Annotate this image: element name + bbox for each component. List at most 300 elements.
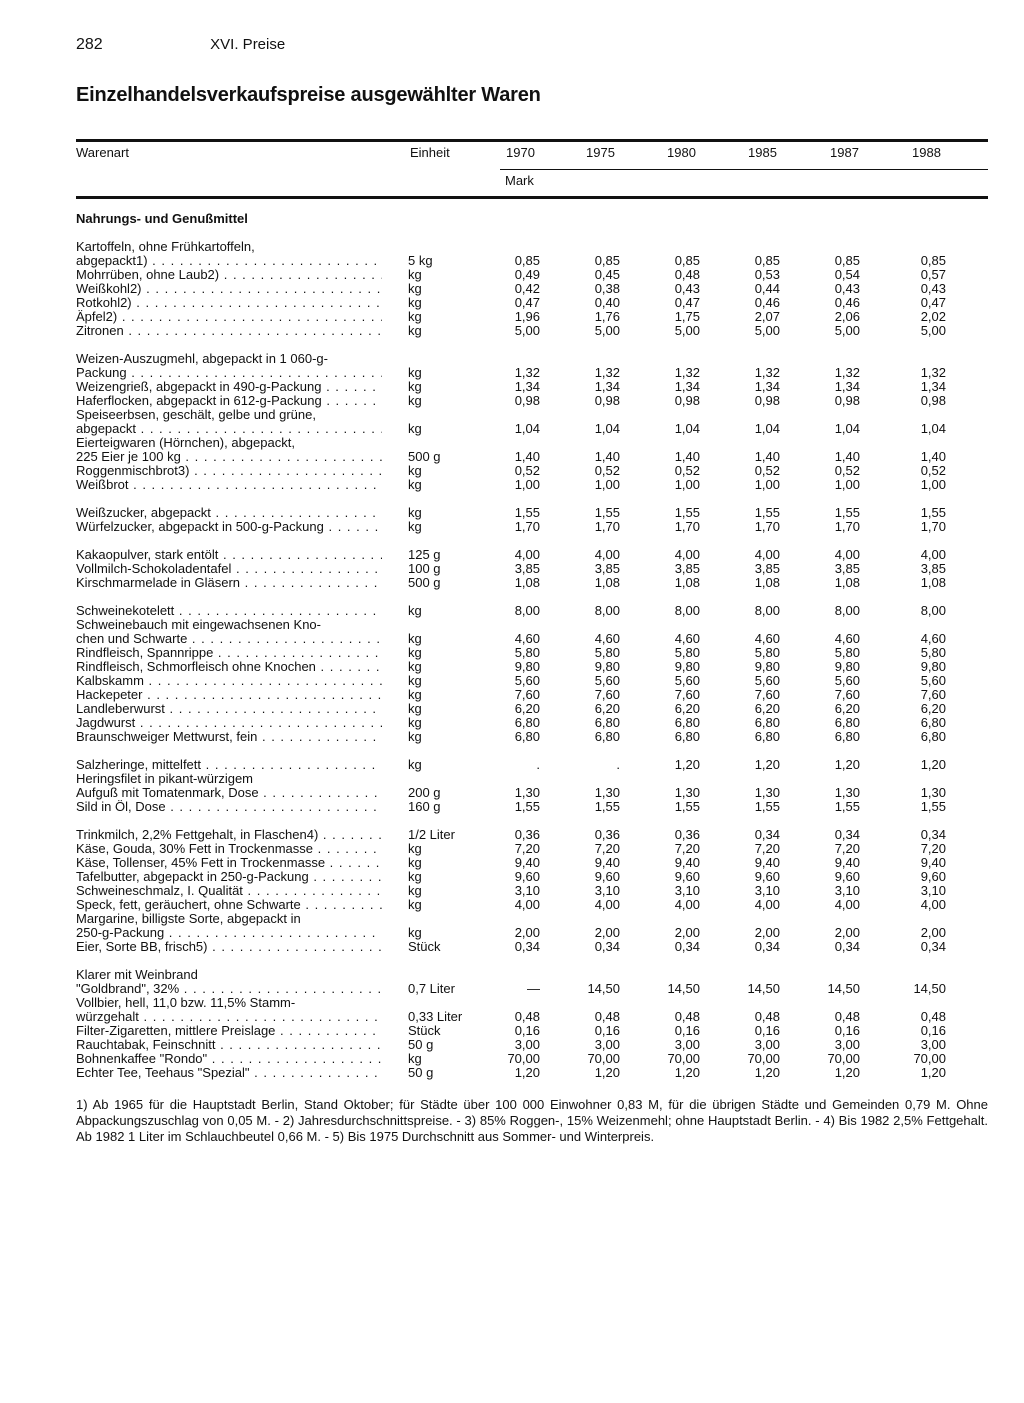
table-row	[76, 702, 988, 716]
price-cell: 7,20	[514, 841, 540, 856]
price-cell: 1,20	[674, 1065, 700, 1080]
unit-cell: kg	[408, 603, 422, 618]
table-row	[76, 1066, 988, 1080]
ware-label: Schweinekotelett . . .	[76, 604, 382, 618]
price-cell: 2,00	[514, 925, 540, 940]
unit-cell: kg	[408, 379, 422, 394]
table-row	[76, 856, 988, 870]
price-cell: 1,20	[920, 757, 946, 772]
price-cell: 9,40	[674, 855, 700, 870]
ware-label: Käse, Gouda, 30% Fett in Trockenmasse . . .	[76, 842, 382, 856]
price-cell: 9,60	[754, 869, 780, 884]
ware-label: Kirschmarmelade in Gläsern . . .	[76, 576, 382, 590]
price-cell: 0,48	[674, 1009, 700, 1024]
table-row	[76, 436, 988, 464]
price-cell: 6,80	[920, 715, 946, 730]
price-cell: 1,40	[674, 449, 700, 464]
unit-cell: kg	[408, 295, 422, 310]
price-cell: 1,75	[674, 309, 700, 324]
unit-cell: kg	[408, 1051, 422, 1066]
unit-cell: kg	[408, 841, 422, 856]
price-cell: 6,20	[594, 701, 620, 716]
price-cell: 0,98	[920, 393, 946, 408]
price-cell: 0,52	[834, 463, 860, 478]
price-cell: 1,30	[674, 785, 700, 800]
price-cell: 1,00	[834, 477, 860, 492]
unit-cell: Stück	[408, 1023, 441, 1038]
price-cell: 70,00	[913, 1051, 946, 1066]
ware-label: Bohnenkaffee "Rondo" . . .	[76, 1052, 382, 1066]
price-cell: 9,60	[920, 869, 946, 884]
price-cell: 0,36	[514, 827, 540, 842]
table-row	[76, 898, 988, 912]
price-cell: 0,52	[514, 463, 540, 478]
price-cell: 0,34	[754, 939, 780, 954]
row-group	[76, 604, 988, 744]
currency-label: Mark	[505, 173, 534, 188]
price-cell: 3,00	[514, 1037, 540, 1052]
unit-cell: kg	[408, 757, 422, 772]
price-cell: 3,85	[754, 561, 780, 576]
ware-label: Speck, fett, geräuchert, ohne Schwarte . . .	[76, 898, 382, 912]
unit-cell: kg	[408, 421, 422, 436]
price-cell: 0,48	[754, 1009, 780, 1024]
price-cell: 9,80	[754, 659, 780, 674]
price-cell: 9,40	[920, 855, 946, 870]
price-table	[76, 212, 988, 1094]
price-cell: 1,04	[674, 421, 700, 436]
price-cell: 6,80	[514, 729, 540, 744]
price-cell: 1,04	[754, 421, 780, 436]
price-cell: 1,55	[834, 505, 860, 520]
table-row	[76, 646, 988, 660]
price-cell: 1,76	[594, 309, 620, 324]
price-cell: 4,00	[834, 897, 860, 912]
price-cell: 4,60	[594, 631, 620, 646]
table-row	[76, 394, 988, 408]
table-row	[76, 940, 988, 954]
ware-label: Kalbskamm . . .	[76, 674, 382, 688]
price-cell: 1,20	[514, 1065, 540, 1080]
unit-cell: 50 g	[408, 1037, 434, 1052]
table-row	[76, 506, 988, 520]
price-cell: 0,34	[594, 939, 620, 954]
price-cell: 7,20	[594, 841, 620, 856]
price-cell: 4,00	[594, 897, 620, 912]
ware-label: Sild in Öl, Dose . . .	[76, 800, 382, 814]
price-cell: 1,30	[920, 785, 946, 800]
price-cell: 1,55	[594, 505, 620, 520]
price-cell: 1,70	[674, 519, 700, 534]
price-cell: 5,60	[754, 673, 780, 688]
price-cell: 1,08	[920, 575, 946, 590]
price-cell: 1,40	[514, 449, 540, 464]
price-cell: 0,34	[834, 939, 860, 954]
price-cell: 0,34	[754, 827, 780, 842]
price-cell: 4,00	[674, 547, 700, 562]
price-cell: 0,85	[674, 253, 700, 268]
price-cell: 4,60	[514, 631, 540, 646]
table-row	[76, 380, 988, 394]
price-cell: 1,70	[920, 519, 946, 534]
ware-label: Schweinebauch mit eingewachsenen Kno- chen und Schwarte . . .	[76, 618, 382, 646]
price-cell: 0,34	[834, 827, 860, 842]
price-cell: 3,10	[834, 883, 860, 898]
table-row	[76, 912, 988, 940]
price-cell: 4,00	[754, 547, 780, 562]
col-header-year: 1980	[667, 145, 696, 160]
unit-cell: 500 g	[408, 449, 441, 464]
price-cell: 6,20	[920, 701, 946, 716]
ware-label: Rotkohl2) . . .	[76, 296, 382, 310]
price-cell: 0,52	[920, 463, 946, 478]
price-cell: 5,80	[514, 645, 540, 660]
row-group	[76, 506, 988, 534]
price-cell: 0,48	[674, 267, 700, 282]
price-cell: 2,00	[920, 925, 946, 940]
unit-cell: kg	[408, 729, 422, 744]
price-cell: 2,02	[920, 309, 946, 324]
unit-cell: kg	[408, 701, 422, 716]
table-row	[76, 800, 988, 814]
price-cell: 0,85	[834, 253, 860, 268]
price-cell: 0,57	[920, 267, 946, 282]
unit-cell: kg	[408, 855, 422, 870]
unit-cell: kg	[408, 267, 422, 282]
unit-cell: kg	[408, 505, 422, 520]
price-cell: 70,00	[587, 1051, 620, 1066]
unit-cell: kg	[408, 365, 422, 380]
ware-label: Speiseerbsen, geschält, gelbe und grüne, abgepackt . . .	[76, 408, 382, 436]
col-header-ware: Warenart	[76, 145, 129, 160]
price-cell: 1,20	[594, 1065, 620, 1080]
table-row	[76, 282, 988, 296]
price-cell: 3,85	[834, 561, 860, 576]
price-cell: 1,96	[514, 309, 540, 324]
chapter-title: XVI. Preise	[210, 36, 286, 53]
table-row	[76, 996, 988, 1024]
price-cell: 4,60	[920, 631, 946, 646]
price-cell: 0,36	[674, 827, 700, 842]
ware-label: Weizengrieß, abgepackt in 490-g-Packung . . .	[76, 380, 382, 394]
price-cell: 9,80	[920, 659, 946, 674]
price-cell: 1,30	[834, 785, 860, 800]
ware-label: Roggenmischbrot3) . . .	[76, 464, 382, 478]
price-cell: 5,00	[834, 323, 860, 338]
unit-cell: 125 g	[408, 547, 441, 562]
price-cell: 0,49	[514, 267, 540, 282]
table-row	[76, 408, 988, 436]
ware-label: Eier, Sorte BB, frisch5) . . .	[76, 940, 382, 954]
table-row	[76, 870, 988, 884]
ware-label: Haferflocken, abgepackt in 612-g-Packung . . .	[76, 394, 382, 408]
price-cell: 0,43	[920, 281, 946, 296]
ware-label: Mohrrüben, ohne Laub2) . . .	[76, 268, 382, 282]
table-row	[76, 1024, 988, 1038]
price-cell: 9,40	[754, 855, 780, 870]
unit-cell: kg	[408, 519, 422, 534]
ware-label: Salzheringe, mittelfett . . .	[76, 758, 382, 772]
price-cell: 9,80	[594, 659, 620, 674]
price-cell: 0,48	[514, 1009, 540, 1024]
price-cell: 1,70	[834, 519, 860, 534]
price-cell: 6,80	[674, 729, 700, 744]
price-cell: 0,52	[674, 463, 700, 478]
unit-cell: kg	[408, 925, 422, 940]
price-cell: 7,20	[920, 841, 946, 856]
table-row	[76, 730, 988, 744]
col-header-year: 1988	[912, 145, 941, 160]
ware-label: Kakaopulver, stark entölt . . .	[76, 548, 382, 562]
price-cell: 70,00	[667, 1051, 700, 1066]
price-cell: 0,16	[754, 1023, 780, 1038]
table-row	[76, 240, 988, 268]
price-cell: 0,16	[674, 1023, 700, 1038]
table-row	[76, 772, 988, 800]
price-cell: 2,07	[754, 309, 780, 324]
price-cell: 2,00	[754, 925, 780, 940]
price-cell: 6,20	[674, 701, 700, 716]
unit-cell: kg	[408, 883, 422, 898]
price-cell: 0,54	[834, 267, 860, 282]
unit-cell: 5 kg	[408, 253, 433, 268]
price-cell: 1,08	[754, 575, 780, 590]
price-cell: 2,00	[834, 925, 860, 940]
unit-cell: 100 g	[408, 561, 441, 576]
table-row	[76, 1038, 988, 1052]
table-row	[76, 716, 988, 730]
row-group	[76, 352, 988, 492]
price-cell: 4,00	[834, 547, 860, 562]
price-cell: 1,00	[674, 477, 700, 492]
unit-cell: kg	[408, 477, 422, 492]
price-cell: 4,00	[674, 897, 700, 912]
price-cell: 1,08	[594, 575, 620, 590]
price-cell: 6,80	[514, 715, 540, 730]
table-row	[76, 520, 988, 534]
table-row	[76, 562, 988, 576]
price-cell: 1,55	[920, 505, 946, 520]
table-row	[76, 660, 988, 674]
table-row	[76, 828, 988, 842]
ware-label: Vollmilch-Schokoladentafel . . .	[76, 562, 382, 576]
price-cell: 0,48	[594, 1009, 620, 1024]
price-cell: 4,00	[514, 897, 540, 912]
price-cell: 1,08	[674, 575, 700, 590]
unit-cell: kg	[408, 309, 422, 324]
price-cell: 1,55	[674, 799, 700, 814]
price-cell: 1,04	[594, 421, 620, 436]
price-cell: 0,98	[514, 393, 540, 408]
price-cell: 0,34	[920, 827, 946, 842]
price-cell: 1,34	[674, 379, 700, 394]
price-cell: 0,16	[594, 1023, 620, 1038]
price-cell: —	[527, 981, 540, 996]
price-cell: 7,20	[754, 841, 780, 856]
price-cell: 1,40	[754, 449, 780, 464]
price-cell: 3,00	[674, 1037, 700, 1052]
price-cell: 5,60	[920, 673, 946, 688]
ware-label: Weißkohl2) . . .	[76, 282, 382, 296]
price-cell: 4,00	[594, 547, 620, 562]
price-cell: 9,60	[514, 869, 540, 884]
price-cell: 1,20	[754, 757, 780, 772]
price-cell: 6,80	[834, 715, 860, 730]
price-cell: 1,30	[754, 785, 780, 800]
price-cell: 3,85	[674, 561, 700, 576]
price-cell: 6,20	[754, 701, 780, 716]
price-cell: 3,10	[920, 883, 946, 898]
price-cell: 7,60	[674, 687, 700, 702]
price-cell: 0,48	[920, 1009, 946, 1024]
price-cell: 1,00	[594, 477, 620, 492]
unit-cell: kg	[408, 659, 422, 674]
price-cell: 1,08	[514, 575, 540, 590]
price-cell: 0,47	[920, 295, 946, 310]
price-cell: 5,60	[514, 673, 540, 688]
price-cell: 0,34	[674, 939, 700, 954]
price-cell: 7,60	[594, 687, 620, 702]
price-cell: 1,30	[594, 785, 620, 800]
price-cell: 5,60	[674, 673, 700, 688]
price-cell: 1,20	[674, 757, 700, 772]
row-group	[76, 548, 988, 590]
ware-label: Äpfel2) . . .	[76, 310, 382, 324]
price-cell: 5,80	[594, 645, 620, 660]
price-cell: 3,10	[514, 883, 540, 898]
table-row	[76, 884, 988, 898]
price-cell: 2,00	[674, 925, 700, 940]
table-row	[76, 576, 988, 590]
col-header-year: 1975	[586, 145, 615, 160]
price-cell: 0,34	[514, 939, 540, 954]
price-cell: 8,00	[834, 603, 860, 618]
ware-label: Würfelzucker, abgepackt in 500-g-Packung . . .	[76, 520, 382, 534]
price-cell: 0,52	[594, 463, 620, 478]
price-cell: 70,00	[747, 1051, 780, 1066]
price-cell: 9,40	[834, 855, 860, 870]
price-cell: 7,60	[834, 687, 860, 702]
price-cell: 3,10	[594, 883, 620, 898]
price-cell: 0,16	[834, 1023, 860, 1038]
ware-label: Kartoffeln, ohne Frühkartoffeln, abgepackt1) . . .	[76, 240, 382, 268]
page-title: Einzelhandelsverkaufspreise ausgewählter Waren	[76, 84, 541, 106]
table-row	[76, 968, 988, 996]
table-row	[76, 268, 988, 282]
price-cell: 0,47	[674, 295, 700, 310]
price-cell: 6,80	[834, 729, 860, 744]
price-cell: 1,34	[920, 379, 946, 394]
price-cell: 0,48	[834, 1009, 860, 1024]
unit-cell: kg	[408, 393, 422, 408]
price-cell: 0,45	[594, 267, 620, 282]
unit-cell: kg	[408, 281, 422, 296]
price-cell: 3,85	[514, 561, 540, 576]
price-cell: 7,60	[754, 687, 780, 702]
header-divider	[500, 169, 988, 170]
price-cell: 1,32	[834, 365, 860, 380]
price-cell: 9,80	[674, 659, 700, 674]
price-cell: 1,00	[920, 477, 946, 492]
unit-cell: Stück	[408, 939, 441, 954]
unit-cell: 500 g	[408, 575, 441, 590]
unit-cell: kg	[408, 687, 422, 702]
table-row	[76, 618, 988, 646]
price-cell: 5,00	[594, 323, 620, 338]
price-cell: 0,40	[594, 295, 620, 310]
table-row	[76, 352, 988, 380]
col-header-unit: Einheit	[410, 145, 450, 160]
price-cell: 14,50	[747, 981, 780, 996]
price-cell: 0,98	[594, 393, 620, 408]
price-cell: 0,98	[834, 393, 860, 408]
col-header-year: 1985	[748, 145, 777, 160]
price-cell: 14,50	[587, 981, 620, 996]
price-cell: 1,32	[920, 365, 946, 380]
price-cell: 1,34	[594, 379, 620, 394]
price-cell: 1,70	[514, 519, 540, 534]
price-cell: 6,80	[594, 715, 620, 730]
row-group	[76, 240, 988, 338]
price-cell: 0,98	[674, 393, 700, 408]
price-cell: 1,20	[920, 1065, 946, 1080]
price-cell: 0,46	[754, 295, 780, 310]
price-cell: 5,80	[834, 645, 860, 660]
price-cell: 1,55	[514, 799, 540, 814]
price-cell: 0,16	[920, 1023, 946, 1038]
price-cell: 6,20	[834, 701, 860, 716]
price-cell: 8,00	[920, 603, 946, 618]
unit-cell: kg	[408, 631, 422, 646]
price-cell: 1,40	[834, 449, 860, 464]
ware-label: Zitronen . . .	[76, 324, 382, 338]
table-row	[76, 310, 988, 324]
ware-label: Weizen-Auszugmehl, abgepackt in 1 060-g- Packung . . .	[76, 352, 382, 380]
price-cell: 1,55	[514, 505, 540, 520]
table-row	[76, 548, 988, 562]
price-cell: 6,80	[674, 715, 700, 730]
unit-cell: 160 g	[408, 799, 441, 814]
table-row	[76, 1052, 988, 1066]
price-cell: 9,40	[514, 855, 540, 870]
row-group	[76, 758, 988, 814]
price-cell: 2,06	[834, 309, 860, 324]
price-cell: 7,20	[834, 841, 860, 856]
unit-cell: kg	[408, 869, 422, 884]
page-number: 282	[76, 36, 103, 53]
price-cell: 5,00	[920, 323, 946, 338]
price-cell: 0,53	[754, 267, 780, 282]
price-cell: 9,60	[594, 869, 620, 884]
price-cell: 0,44	[754, 281, 780, 296]
price-cell: 9,60	[834, 869, 860, 884]
ware-label: Braunschweiger Mettwurst, fein . . .	[76, 730, 382, 744]
unit-cell: 50 g	[408, 1065, 434, 1080]
price-cell: 3,00	[920, 1037, 946, 1052]
price-cell: 0,46	[834, 295, 860, 310]
price-cell: 6,80	[754, 715, 780, 730]
price-cell: 5,80	[674, 645, 700, 660]
unit-cell: kg	[408, 645, 422, 660]
price-cell: 1,04	[834, 421, 860, 436]
price-cell: 9,60	[674, 869, 700, 884]
ware-label: Schweineschmalz, I. Qualität . . .	[76, 884, 382, 898]
price-cell: 1,55	[754, 799, 780, 814]
price-cell: 0,98	[754, 393, 780, 408]
table-row	[76, 296, 988, 310]
price-cell: 14,50	[913, 981, 946, 996]
price-cell: 0,85	[754, 253, 780, 268]
